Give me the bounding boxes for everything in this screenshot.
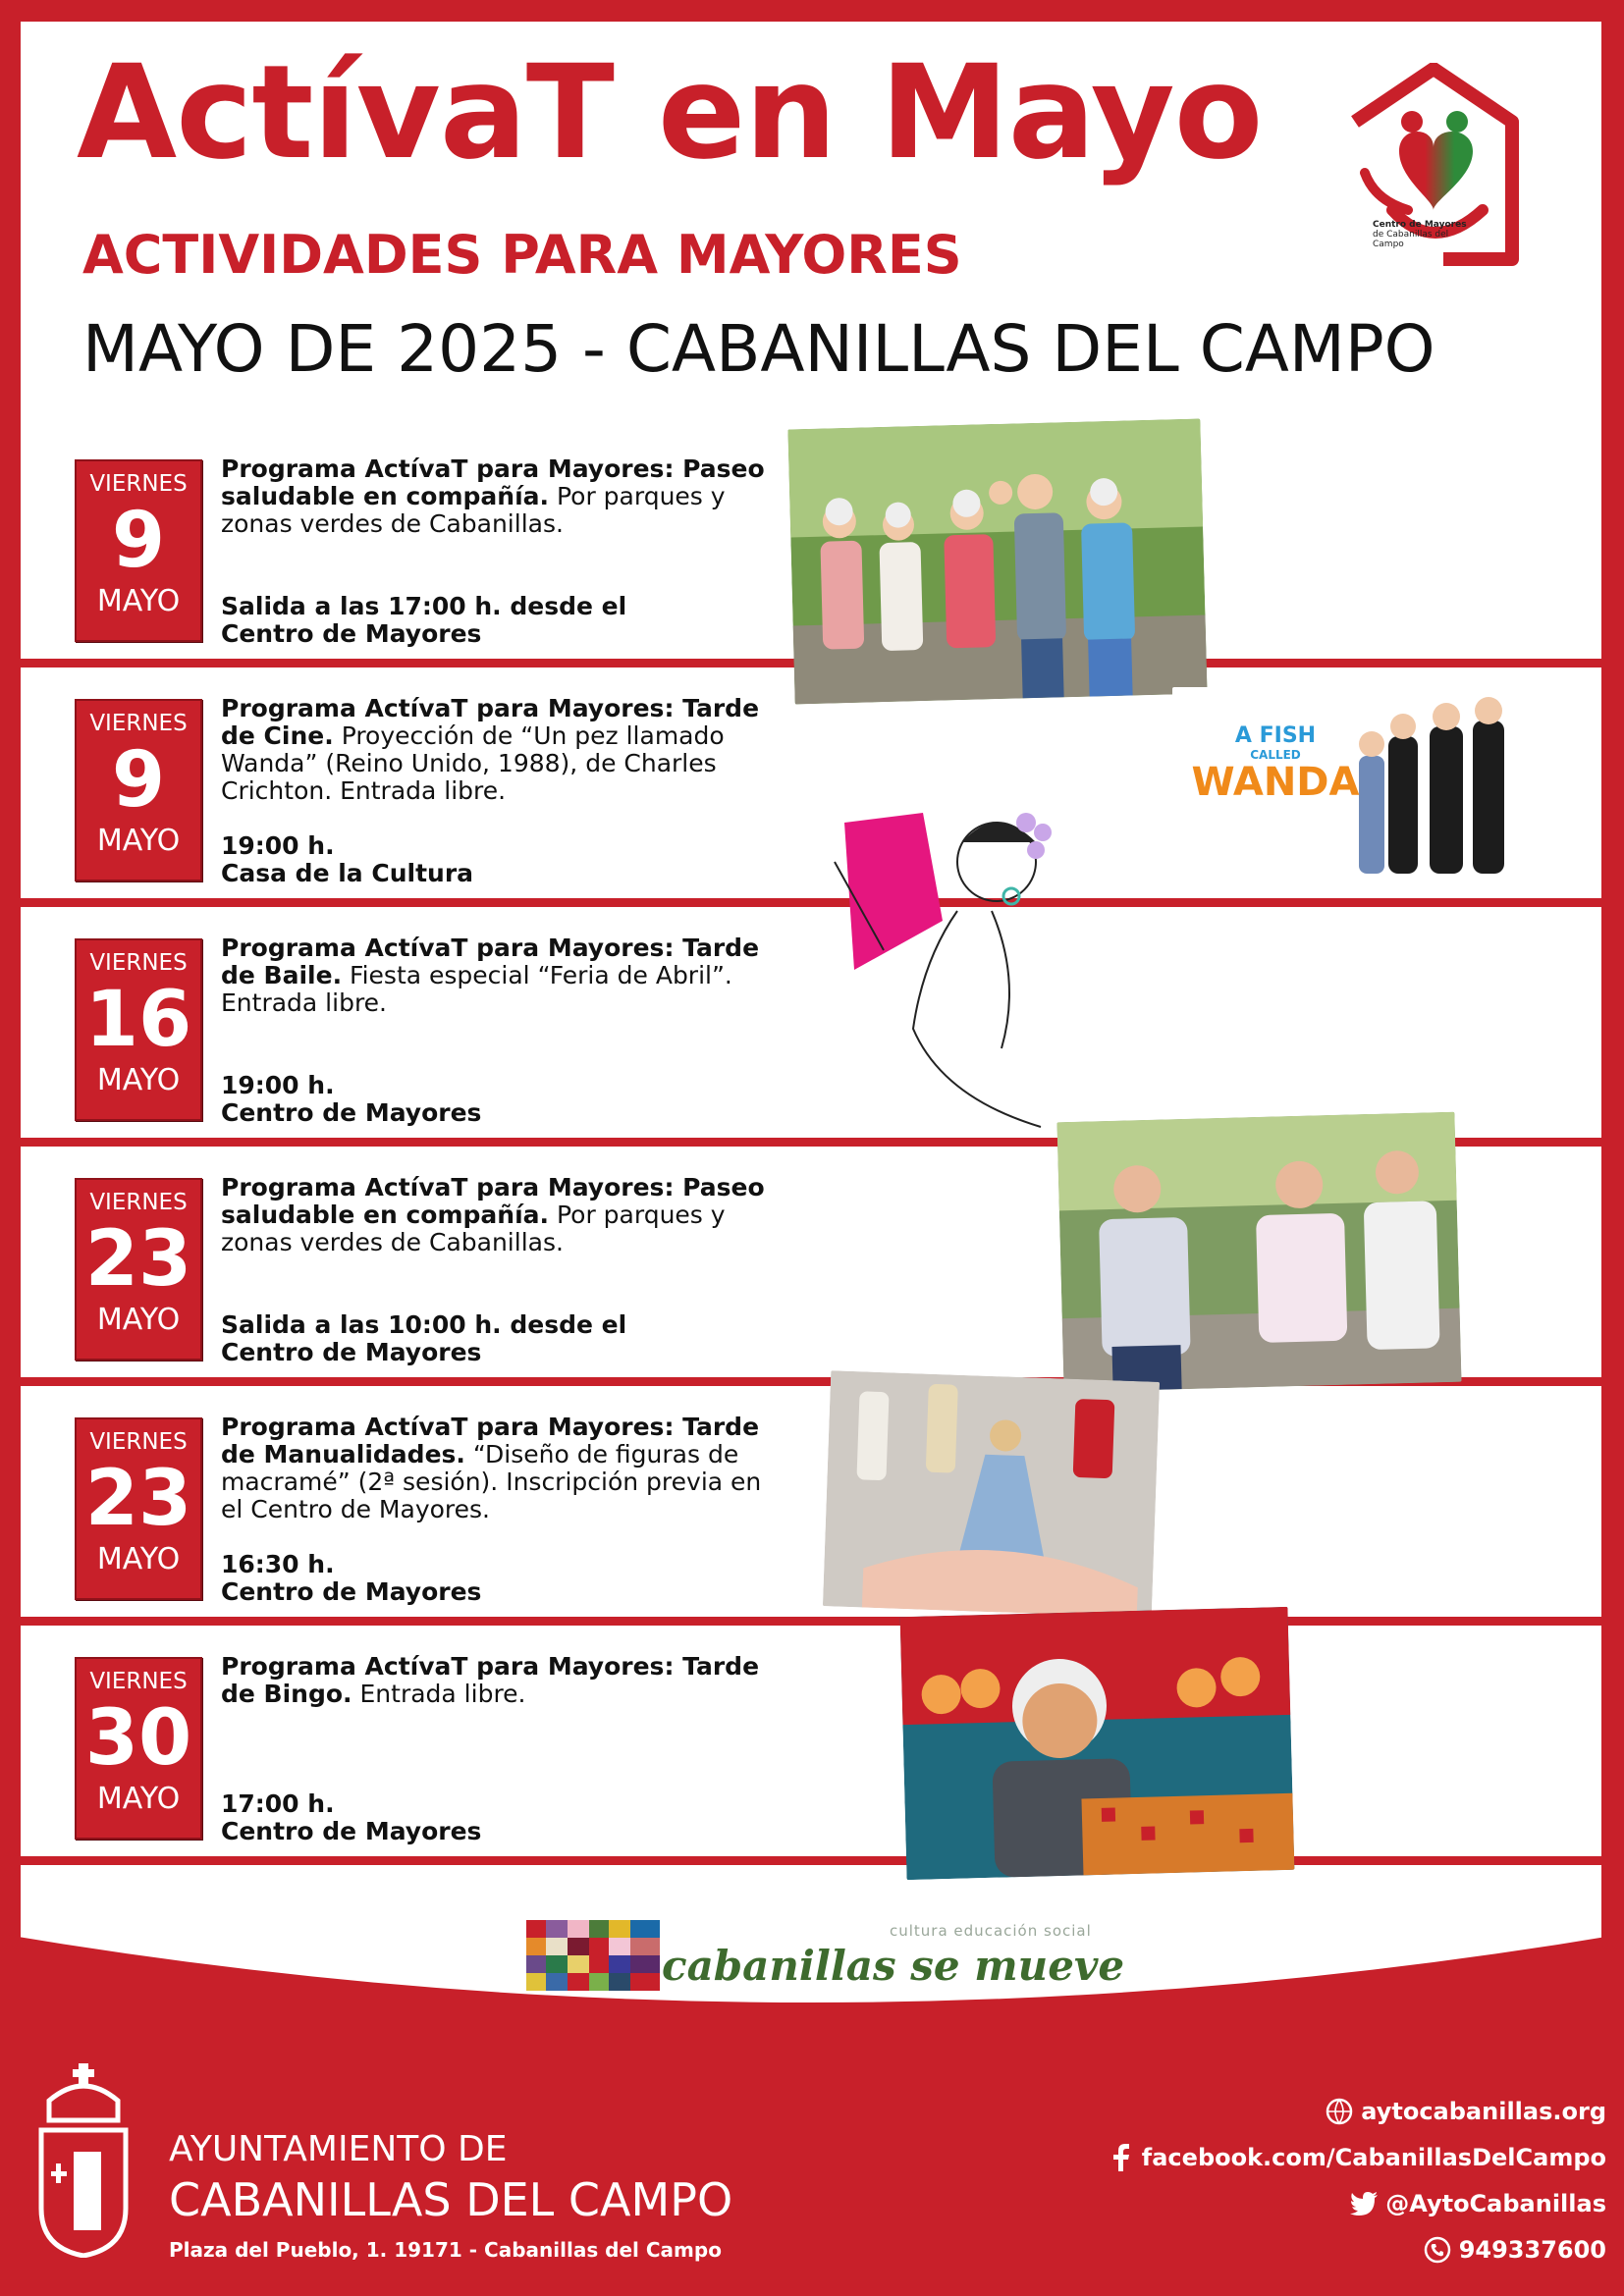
event-program: Programa ActívaT para Mayores: Tarde de Baile. [221,934,760,989]
event-program: Programa ActívaT para Mayores: Paseo saludable en compañía. [221,454,765,510]
centro-mayores-logo [1335,63,1551,279]
date-month: MAYO [96,1542,181,1576]
poster-dateline: MAYO DE 2025 - CABANILLAS DEL CAMPO [82,311,1435,387]
event-info [221,694,771,887]
event-description: Por parques y zonas verdes de Cabanillas. [221,482,726,538]
event-time-place [221,1551,771,1606]
phone-icon [1424,2236,1451,2264]
event-description: Fiesta especial “Feria de Abril”. Entrada libre. [221,961,732,1017]
poster-line: A FISH [1234,723,1317,748]
event-time-place [221,1072,771,1127]
event-place: Centro de Mayores [221,619,482,648]
event-program: Programa ActívaT para Mayores: Tarde de Cine. [221,694,760,750]
date-weekday: VIERNES [89,711,188,736]
date-weekday: VIERNES [89,471,188,497]
twitter-icon [1350,2190,1378,2217]
event-description: Por parques y zonas verdes de Cabanillas. [221,1201,726,1256]
poster-title: ActívaT en Mayo [77,37,1263,188]
wanda-movie-poster [1172,687,1545,893]
event-time-place [221,832,771,887]
date-month: MAYO [96,1063,181,1097]
event-time-place [221,1311,771,1366]
date-day: 9 [111,736,166,825]
logo-caption-line: Centro de Mayores [1373,220,1467,230]
coat-of-arms-icon [29,2061,137,2258]
event-info [221,1173,771,1366]
event-program: Programa ActívaT para Mayores: Tarde de Manualidades. [221,1413,760,1468]
event-info [221,1413,771,1606]
date-badge [75,699,202,881]
event-place: Casa de la Cultura [221,859,474,887]
date-day: 23 [84,1455,192,1543]
event-info [221,454,771,648]
event-time: 19:00 h. [221,831,335,860]
brand-name: cabanillas se mueve [662,1942,1125,1990]
mosaic-logo-icon [526,1920,660,1991]
date-day: 16 [84,976,192,1064]
event-time-place [221,593,771,648]
contact-twitter[interactable] [1350,2189,1606,2218]
event-time: 16:30 h. [221,1550,335,1578]
macrame-doll-photo [823,1370,1160,1618]
date-weekday: VIERNES [89,1669,188,1694]
contact-web-text: aytocabanillas.org [1361,2098,1606,2125]
date-day: 30 [84,1694,192,1783]
ayuntamiento-line-2: CABANILLAS DEL CAMPO [169,2173,733,2226]
poster-line: WANDA [1191,760,1360,805]
event-row [21,911,1601,1147]
flamenco-dancer-illustration [825,803,1080,1137]
event-row [21,1629,1601,1865]
walking-seniors-photo [787,419,1207,705]
event-description: Entrada libre. [359,1680,526,1708]
date-weekday: VIERNES [89,1190,188,1215]
event-description: “Diseño de figuras de macramé” (2ª sesión). Inscripción previa en el Centro de Mayores. [221,1440,762,1523]
date-month: MAYO [96,824,181,858]
poster-subtitle: ACTIVIDADES PARA MAYORES [82,224,962,286]
date-month: MAYO [96,1782,181,1816]
date-badge [75,1657,202,1840]
contact-phone[interactable] [1424,2235,1606,2265]
event-time-place [221,1790,771,1845]
date-weekday: VIERNES [89,950,188,976]
bingo-illustration [900,1607,1295,1880]
event-place: Centro de Mayores [221,1098,482,1127]
web-icon [1326,2098,1353,2125]
event-row [21,1390,1601,1626]
event-info [221,934,771,1127]
event-info [221,1652,771,1845]
event-place: Centro de Mayores [221,1338,482,1366]
date-badge [75,1178,202,1361]
date-day: 23 [84,1215,192,1304]
date-badge [75,938,202,1121]
event-place: Centro de Mayores [221,1577,482,1606]
ayuntamiento-line-1: AYUNTAMIENTO DE [169,2129,508,2169]
event-place: Centro de Mayores [221,1817,482,1845]
contact-web[interactable] [1326,2097,1606,2126]
event-program: Programa ActívaT para Mayores: Tarde de Bingo. [221,1652,760,1708]
cabanillas-se-mueve-brand [526,1920,1125,1999]
brand-tagline: cultura educación social [890,1922,1092,1940]
date-month: MAYO [96,1303,181,1337]
event-time: 19:00 h. [221,1071,335,1099]
logo-caption [1373,220,1481,249]
date-badge [75,459,202,642]
event-time: Salida a las 17:00 h. desde el [221,592,627,620]
date-weekday: VIERNES [89,1429,188,1455]
event-time: 17:00 h. [221,1789,335,1818]
poster-line: CALLED [1250,748,1301,762]
contact-phone-text: 949337600 [1458,2236,1606,2264]
contact-facebook-text: facebook.com/CabanillasDelCampo [1141,2144,1606,2171]
event-program: Programa ActívaT para Mayores: Paseo saludable en compañía. [221,1173,765,1229]
date-badge [75,1417,202,1600]
poster-title-block [1182,724,1369,803]
facebook-icon [1107,2144,1134,2171]
seniors-park-photo [1056,1112,1461,1393]
date-month: MAYO [96,584,181,618]
event-description: Proyección de “Un pez llamado Wanda” (Reino Unido, 1988), de Charles Crichton. Entrada libre. [221,721,725,805]
date-day: 9 [111,497,166,585]
contact-facebook[interactable] [1107,2143,1606,2172]
event-time: Salida a las 10:00 h. desde el [221,1310,627,1339]
contact-twitter-text: @AytoCabanillas [1385,2190,1606,2217]
logo-caption-line: de Cabanillas del Campo [1373,230,1449,249]
footer-address: Plaza del Pueblo, 1. 19171 - Cabanillas del Campo [169,2238,722,2262]
